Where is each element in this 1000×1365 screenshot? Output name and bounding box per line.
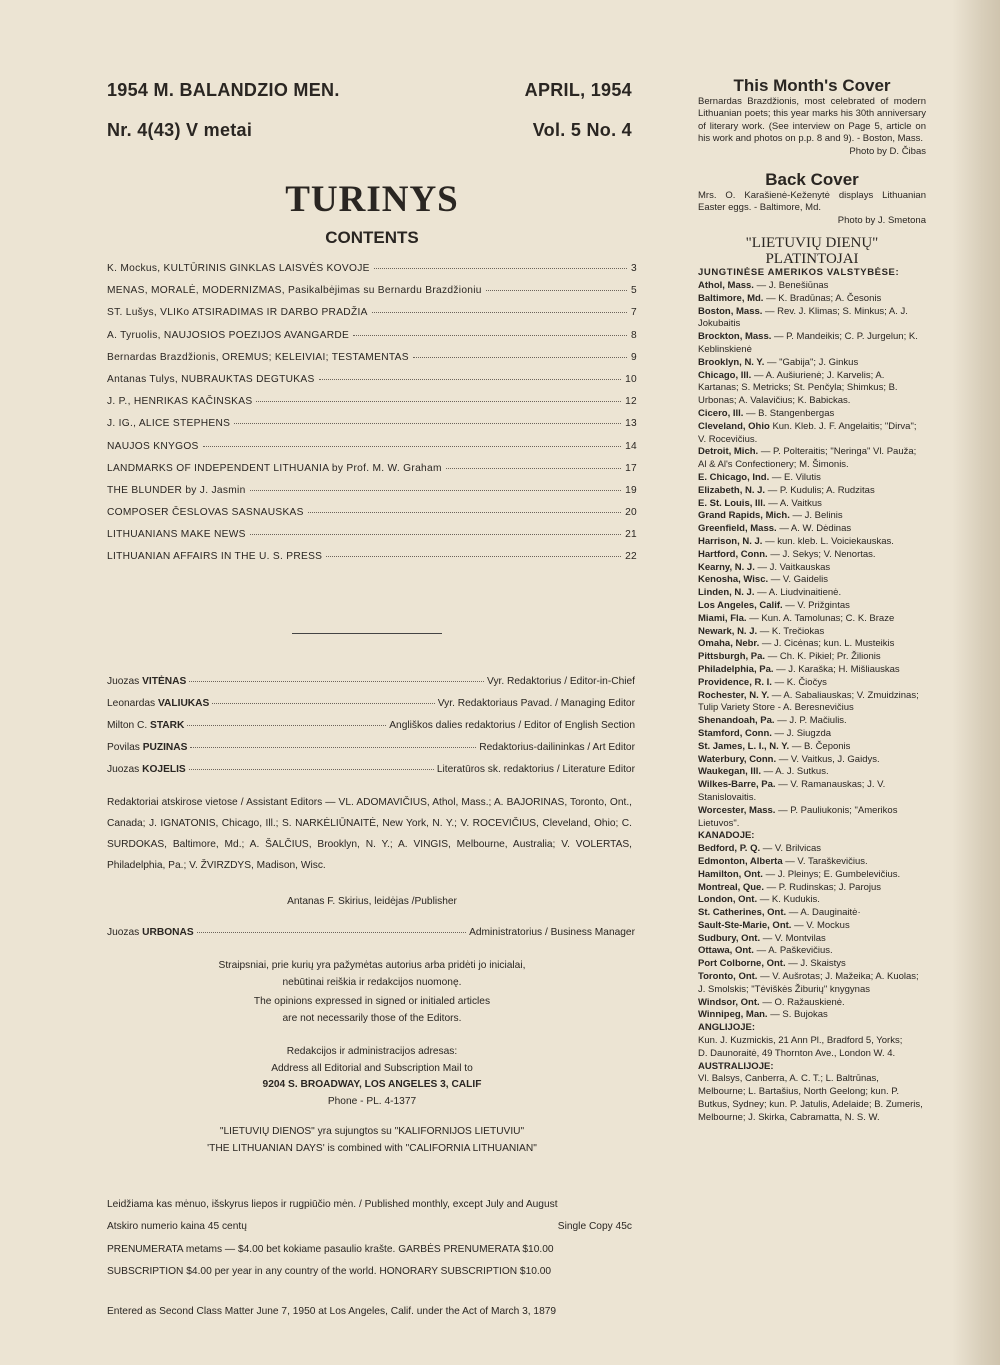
issue-number-en: Vol. 5 No. 4 bbox=[532, 120, 632, 140]
distributor-names: — V. Vaitkus, J. Gaidys. bbox=[778, 753, 880, 765]
subscription-en bbox=[107, 1266, 632, 1277]
distributor-entry bbox=[698, 677, 926, 690]
distributor-city: Winnipeg, Man. bbox=[698, 1009, 768, 1021]
distributor-entry bbox=[698, 587, 926, 600]
distributor-entry bbox=[698, 370, 926, 408]
address-line: Redakcijos ir administracijos adresas: bbox=[286, 1046, 458, 1057]
price-line bbox=[107, 1221, 632, 1232]
toc-page: 14 bbox=[625, 440, 637, 452]
distributor-names: — B. Stangenbergas bbox=[746, 408, 835, 420]
staff-role: Literatūros sk. redaktorius / Literature Editor bbox=[436, 764, 635, 775]
distributor-city: Elizabeth, N. J. bbox=[698, 484, 766, 496]
dot-leader bbox=[190, 747, 476, 748]
distributor-city: St. James, L. I., N. Y. bbox=[698, 740, 790, 752]
distributor-names: — J. Pleinys; E. Gumbelevičius. bbox=[765, 868, 901, 880]
distributor-entry bbox=[698, 523, 926, 536]
toc-title: ST. Lušys, VLIKo ATSIRADIMAS IR DARBO PRADŽIA bbox=[107, 307, 368, 319]
distributor-entry bbox=[698, 894, 926, 907]
distributor-entry bbox=[698, 549, 926, 562]
distributors-title bbox=[698, 235, 926, 267]
distributor-names: Kun. J. Kuzmickis, 21 Ann Pl., Bradford 5, Yorks; bbox=[698, 1035, 903, 1047]
dot-leader bbox=[446, 468, 621, 469]
distributor-entry bbox=[698, 600, 926, 613]
distributor-entry bbox=[698, 562, 926, 575]
dot-leader bbox=[187, 725, 386, 726]
toc-entry bbox=[107, 396, 637, 418]
staff-first: Juozas bbox=[107, 764, 140, 775]
dot-leader bbox=[250, 534, 621, 535]
address-line: Address all Editorial and Subscription Mail to bbox=[271, 1062, 473, 1074]
disclaimer-en-line: are not necessarily those of the Editors. bbox=[282, 1012, 462, 1024]
distributor-entry bbox=[698, 1073, 926, 1124]
distributor-entry bbox=[698, 907, 926, 920]
staff-row bbox=[107, 742, 635, 764]
distributor-city: Kenosha, Wisc. bbox=[698, 574, 769, 586]
combined-line-lt: "LIETUVIŲ DIENOS" yra sujungtos su "KALIFORNIJOS LIETUVIU" bbox=[219, 1126, 525, 1137]
issue-date-en: APRIL, 1954 bbox=[524, 80, 632, 100]
toc-entry bbox=[107, 263, 637, 285]
distributor-names: — V. Gaidelis bbox=[770, 574, 828, 586]
business-role: Administratorius / Business Manager bbox=[469, 927, 635, 938]
toc-entry bbox=[107, 507, 637, 529]
distributor-names: — J. Belinis bbox=[792, 510, 843, 522]
distributor-names: — K. Kudukis. bbox=[759, 894, 820, 906]
distributor-names: — K. Bradūnas; A. Česonis bbox=[766, 292, 882, 304]
distributor-city: Greenfield, Mass. bbox=[698, 523, 777, 535]
distributor-entry bbox=[698, 408, 926, 421]
table-of-contents bbox=[107, 263, 637, 574]
subscription-lt-text: PRENUMERATA metams — $4.00 bet kokiame pasaulio krašte. GARBĖS PRENUMERATA $10.00 bbox=[107, 1244, 554, 1255]
assistant-editors: Redaktoriai atskirose vietose / Assistant Editors — VL. ADOMAVIČIUS, Athol, Mass.; A. BAJORINAS, Toronto, Ont., Canada; J. IGNATONIS, Chicago, Ill.; S. NARKĖLIŪNAITĖ, New York, N. Y.; V. ROCEVIČIUS, Cleveland, Ohio; C. SURDOKAS, Baltimore, Md.; A. ŠALČIUS, Brooklyn, N. Y.; A. VINGIS, Melbourne, Australia; V. VOLERTAS, Philadelphia, Pa.; V. ŽVIRZDYS, Madison, Wisc. bbox=[107, 797, 632, 871]
distributor-city: Grand Rapids, Mich. bbox=[698, 510, 790, 522]
distributor-names: — B. Čeponis bbox=[791, 740, 851, 752]
distributor-city: Worcester, Mass. bbox=[698, 804, 776, 816]
toc-title: COMPOSER ČESLOVAS SASNAUSKAS bbox=[107, 507, 304, 519]
distributor-section-heading: KANADOJE: bbox=[698, 830, 755, 842]
toc-entry bbox=[107, 307, 637, 329]
distributor-entry bbox=[698, 869, 926, 882]
distributor-names: Kun. Kleb. J. F. Angelaitis; "Dirva"; V. Rocevičius. bbox=[698, 420, 917, 445]
disclaimer-en bbox=[107, 994, 637, 1027]
distributor-city: Omaha, Nebr. bbox=[698, 638, 760, 650]
distributor-names: — P. Mandeikis; C. P. Jurgelun; K. Keblinskienė bbox=[698, 331, 918, 356]
distributor-names: — A. Aušiurienė; J. Karvelis; A. Kartanas; S. Metricks; St. Penčyla; Shimkus; B. Urbonas; A. Valavičius; K. Babickas. bbox=[698, 369, 898, 407]
address-street: 9204 S. BROADWAY, LOS ANGELES 3, CALIF bbox=[262, 1079, 482, 1090]
distributor-names: — J. Siugzda bbox=[774, 727, 832, 739]
distributor-entry bbox=[698, 882, 926, 895]
distributor-city: Stamford, Conn. bbox=[698, 727, 772, 739]
distributor-city: Hamilton, Ont. bbox=[698, 868, 763, 880]
distributor-names: — E. Vilutis bbox=[771, 472, 821, 483]
distributor-entry bbox=[698, 446, 926, 472]
distributor-names: — J. Vaitkauskas bbox=[757, 561, 831, 573]
distributor-names: — K. Čiočys bbox=[774, 676, 827, 688]
distributor-city: Chicago, Ill. bbox=[698, 369, 752, 381]
distributor-entry bbox=[698, 690, 926, 716]
distributor-entry bbox=[698, 613, 926, 626]
toc-title: J. P., HENRIKAS KAČINSKAS bbox=[107, 396, 253, 408]
staff-first: Povilas bbox=[107, 742, 140, 753]
toc-entry bbox=[107, 285, 637, 307]
distributor-names: — J. Skaistys bbox=[788, 958, 846, 970]
distributor-entry bbox=[698, 1035, 926, 1048]
toc-page: 12 bbox=[625, 396, 637, 408]
toc-title: MENAS, MORALĖ, MODERNIZMAS, Pasikalbėjimas su Bernardu Brazdžioniu bbox=[107, 285, 482, 297]
combined-line-en: 'THE LITHUANIAN DAYS' is combined with "CALIFORNIA LITHUANIAN" bbox=[207, 1142, 537, 1154]
distributor-entry bbox=[698, 306, 926, 332]
distributor-names: — P. Pauliukonis; "Amerikos Lietuvos". bbox=[698, 804, 898, 829]
staff-last: STARK bbox=[150, 720, 185, 731]
distributor-city: Wilkes-Barre, Pa. bbox=[698, 779, 776, 791]
cover-description: Bernardas Brazdžionis, most celebrated of modern Lithuanian poets; this year marks his 30th anniversary of literary work. (See interview on Page 5, article on his work and photos on p.p. 8 and 9). - Boston, Mass. bbox=[698, 96, 926, 145]
dot-leader bbox=[374, 268, 627, 269]
disclaimer-lt bbox=[107, 958, 637, 991]
staff-last: VALIUKAS bbox=[158, 698, 210, 709]
staff-row bbox=[107, 676, 635, 698]
distributor-entry bbox=[698, 357, 926, 370]
distributor-city: Sault-Ste-Marie, Ont. bbox=[698, 919, 792, 931]
distributor-entry bbox=[698, 574, 926, 587]
dot-leader bbox=[189, 769, 434, 770]
published-text: Leidžiama kas mėnuo, išskyrus liepos ir rugpiūčio mėn. / Published monthly, except July and August bbox=[107, 1199, 558, 1210]
toc-entry bbox=[107, 551, 637, 573]
distributor-entry bbox=[698, 958, 926, 971]
distributor-entry bbox=[698, 498, 926, 511]
disclaimer-lt-line: Straipsniai, prie kurių yra pažymėtas autorius arba pridėti jo inicialai, bbox=[218, 960, 526, 971]
distributor-entry bbox=[698, 843, 926, 856]
distributor-city: Providence, R. I. bbox=[698, 676, 772, 688]
distributor-entry bbox=[698, 510, 926, 523]
distributor-entry bbox=[698, 472, 926, 485]
distributor-names: — A. J. Sutkus. bbox=[763, 766, 829, 778]
distributor-city: Boston, Mass. bbox=[698, 305, 763, 317]
dot-leader bbox=[212, 703, 434, 704]
distributor-entry bbox=[698, 779, 926, 805]
price-en: Single Copy 45c bbox=[557, 1221, 632, 1232]
staff-list bbox=[107, 676, 635, 786]
distributor-entry bbox=[698, 997, 926, 1010]
distributor-names: — Kun. A. Tamolunas; C. K. Braze bbox=[749, 612, 895, 624]
distributor-names: — Rev. J. Klimas; S. Minkus; A. J. Jokubaitis bbox=[698, 305, 908, 330]
entered-line bbox=[107, 1306, 632, 1317]
page-title: TURINYS bbox=[285, 179, 459, 220]
distributors-list bbox=[698, 267, 926, 1124]
distributor-names: — S. Bujokas bbox=[770, 1009, 828, 1021]
distributor-city: Bedford, P. Q. bbox=[698, 843, 761, 855]
distributors-title-line1: "LIETUVIŲ DIENŲ" bbox=[745, 235, 879, 252]
distributor-entry bbox=[698, 664, 926, 677]
cover-heading: This Month's Cover bbox=[733, 76, 891, 95]
dot-leader bbox=[250, 490, 622, 491]
distributor-city: Miami, Fla. bbox=[698, 612, 747, 624]
right-column bbox=[698, 76, 926, 1125]
publisher-line: Antanas F. Skirius, leidėjas /Publisher bbox=[287, 896, 457, 907]
toc-entry bbox=[107, 485, 637, 507]
distributor-entry bbox=[698, 293, 926, 306]
toc-entry bbox=[107, 374, 637, 396]
toc-title: K. Mockus, KULTŪRINIS GINKLAS LAISVĖS KOVOJE bbox=[107, 263, 370, 274]
disclaimer-lt-line: nebūtinai reiškia ir redakcijos nuomonę. bbox=[282, 976, 462, 988]
distributor-names: — V. Ramanauskas; J. V. Stanislovaitis. bbox=[698, 779, 886, 803]
back-cover-description: Mrs. O. Karašienė-Keženytė displays Lithuanian Easter eggs. - Baltimore, Md. bbox=[698, 190, 926, 214]
distributor-names: — K. Trečiokas bbox=[759, 625, 825, 637]
distributor-entry bbox=[698, 651, 926, 664]
business-first: Juozas bbox=[107, 927, 140, 938]
toc-page: 9 bbox=[631, 351, 637, 363]
staff-last: KOJELIS bbox=[142, 764, 186, 775]
distributor-city: E. Chicago, Ind. bbox=[698, 472, 770, 483]
staff-last: VITĖNAS bbox=[142, 676, 187, 687]
distributor-names: Vl. Balsys, Canberra, A. C. T.; L. Baltrūnas, Melbourne; L. Bartašius, North Geelong; kun. P. Butkus, Sydney; kun. P. Jatulis, Adelaide; B. Zumeris, Melbourne; J. Skirka, Cabramatta, N. S. W. bbox=[698, 1073, 923, 1123]
toc-page: 21 bbox=[625, 529, 637, 541]
distributor-entry bbox=[698, 856, 926, 869]
distributor-city: St. Catherines, Ont. bbox=[698, 907, 787, 919]
distributor-names: — "Gabija"; J. Ginkus bbox=[766, 356, 859, 368]
staff-row bbox=[107, 720, 635, 742]
toc-title: LITHUANIANS MAKE NEWS bbox=[107, 529, 246, 541]
distributor-city: Linden, N. J. bbox=[698, 587, 755, 599]
distributor-entry bbox=[698, 754, 926, 767]
address-block bbox=[107, 1044, 637, 1110]
distributor-names: — J. Benešiūnas bbox=[756, 280, 829, 292]
distributor-city: Los Angeles, Calif. bbox=[698, 599, 783, 611]
distributor-city: Athol, Mass. bbox=[698, 280, 754, 292]
toc-page: 13 bbox=[625, 418, 637, 430]
distributor-entry bbox=[698, 536, 926, 549]
toc-page: 3 bbox=[631, 263, 637, 274]
dot-leader bbox=[372, 312, 627, 313]
distributor-city: Windsor, Ont. bbox=[698, 996, 760, 1008]
distributor-city: Newark, N. J. bbox=[698, 625, 758, 637]
distributor-names: — J. Karaška; H. Mišliauskas bbox=[776, 663, 900, 675]
distributor-city: Hartford, Conn. bbox=[698, 548, 768, 560]
distributor-names: D. Daunoraitė, 49 Thornton Ave., London W. 4. bbox=[698, 1047, 896, 1059]
entered-text: Entered as Second Class Matter June 7, 1950 at Los Angeles, Calif. under the Act of March 3, 1879 bbox=[107, 1306, 557, 1317]
distributor-names: — V. Brilvicas bbox=[762, 843, 822, 855]
toc-entry bbox=[107, 352, 637, 374]
distributor-names: — A. Paškevičius. bbox=[756, 945, 833, 957]
distributor-names: — kun. kleb. L. Voiciekauskas. bbox=[765, 535, 894, 547]
distributor-names: — O. Ražauskienė. bbox=[762, 996, 845, 1008]
business-last: URBONAS bbox=[142, 927, 194, 938]
dot-leader bbox=[189, 681, 484, 682]
distributor-city: Kearny, N. J. bbox=[698, 561, 755, 573]
distributor-names: — J. Sekys; V. Nenortas. bbox=[770, 548, 876, 560]
address-phone: Phone - PL. 4-1377 bbox=[327, 1095, 417, 1107]
distributor-names: — A. W. Dėdinas bbox=[779, 523, 852, 535]
toc-page: 8 bbox=[631, 329, 637, 341]
distributor-city: Cleveland, Ohio bbox=[698, 420, 770, 432]
issue-date-lt: 1954 M. BALANDZIO MEN. bbox=[107, 80, 340, 100]
distributor-city: Baltimore, Md. bbox=[698, 292, 764, 304]
distributor-entry bbox=[698, 485, 926, 498]
distributor-entry bbox=[698, 331, 926, 357]
staff-row bbox=[107, 764, 635, 786]
toc-title: Antanas Tulys, NUBRAUKTAS DEGTUKAS bbox=[107, 373, 315, 385]
toc-page: 22 bbox=[625, 551, 637, 563]
price-lt: Atskiro numerio kaina 45 centų bbox=[107, 1221, 247, 1232]
dot-leader bbox=[326, 556, 621, 557]
dot-leader bbox=[413, 357, 627, 358]
distributor-city: Montreal, Que. bbox=[698, 881, 764, 893]
distributor-entry bbox=[698, 280, 926, 293]
page-fold-shadow bbox=[952, 0, 1000, 1365]
distributor-names: — P. Rudinskas; J. Parojus bbox=[766, 881, 882, 893]
distributor-names: — V. Aušrotas; J. Mažeika; A. Kuolas; J. Smolskis; "Tėviškės Žiburių" knygynas bbox=[698, 971, 919, 995]
distributor-section-heading: ANGLIJOJE: bbox=[698, 1022, 756, 1034]
staff-first: Milton C. bbox=[107, 720, 148, 731]
staff-last: PUZINAS bbox=[142, 742, 188, 753]
toc-title: LANDMARKS OF INDEPENDENT LITHUANIA by Prof. M. W. Graham bbox=[107, 462, 442, 474]
dot-leader bbox=[319, 379, 621, 380]
distributor-entry bbox=[698, 638, 926, 651]
distributor-names: — A. Sabaliauskas; V. Zmuidzinas; Tulip Variety Store - A. Beresnevičius bbox=[698, 689, 919, 714]
disclaimer-en-line: The opinions expressed in signed or initialed articles bbox=[253, 996, 491, 1007]
distributor-entry bbox=[698, 933, 926, 946]
issue-number-lt: Nr. 4(43) V metai bbox=[107, 120, 253, 140]
distributor-entry bbox=[698, 421, 926, 447]
published-line bbox=[107, 1199, 632, 1210]
dot-leader bbox=[197, 932, 466, 933]
distributor-names: — J. Cicėnas; kun. L. Musteikis bbox=[761, 638, 895, 650]
toc-page: 19 bbox=[625, 484, 637, 496]
distributor-names: — Ch. K. Pikiel; Pr. Žilionis bbox=[767, 651, 881, 663]
distributor-names: — V. Montvilas bbox=[762, 932, 826, 944]
dot-leader bbox=[234, 423, 621, 424]
toc-page: 17 bbox=[625, 462, 637, 474]
toc-page: 20 bbox=[625, 507, 637, 519]
distributor-city: London, Ont. bbox=[698, 894, 758, 906]
staff-role: Vyr. Redaktoriaus Pavad. / Managing Editor bbox=[437, 698, 635, 709]
toc-title: J. IG., ALICE STEPHENS bbox=[107, 418, 231, 430]
back-cover-text bbox=[698, 190, 926, 227]
distributor-city: Cicero, Ill. bbox=[698, 408, 744, 420]
toc-title: Bernardas Brazdžionis, OREMUS; KELEIVIAI; TESTAMENTAS bbox=[107, 351, 409, 363]
subscription-lt bbox=[107, 1244, 632, 1255]
distributor-names: — A. Dauginaitė· bbox=[788, 907, 861, 919]
toc-page: 5 bbox=[631, 285, 637, 297]
staff-first: Juozas bbox=[107, 676, 140, 687]
distributor-city: Pittsburgh, Pa. bbox=[698, 651, 766, 663]
toc-page: 10 bbox=[625, 373, 637, 385]
distributor-city: Philadelphia, Pa. bbox=[698, 663, 774, 675]
distributor-entry bbox=[698, 715, 926, 728]
toc-entry bbox=[107, 418, 637, 440]
distributor-names: — A. Vaitkus bbox=[768, 497, 822, 509]
toc-page: 7 bbox=[631, 307, 637, 319]
toc-entry bbox=[107, 463, 637, 485]
cover-credit: Photo by D. Čibas bbox=[849, 145, 926, 157]
dot-leader bbox=[486, 290, 627, 291]
distributor-city: Shenandoah, Pa. bbox=[698, 715, 775, 727]
distributor-entry bbox=[698, 805, 926, 831]
distributor-entry bbox=[698, 766, 926, 779]
subscription-en-text: SUBSCRIPTION $4.00 per year in any country of the world. HONORARY SUBSCRIPTION $10.00 bbox=[107, 1266, 552, 1277]
distributor-names: — V. Mockus bbox=[794, 919, 850, 931]
distributor-city: Detroit, Mich. bbox=[698, 446, 759, 458]
distributor-entry bbox=[698, 920, 926, 933]
staff-role: Vyr. Redaktorius / Editor-in-Chief bbox=[487, 676, 635, 687]
staff-role: Redaktorius-dailininkas / Art Editor bbox=[479, 742, 635, 753]
dot-leader bbox=[353, 335, 627, 336]
distributor-names: — P. Polteraitis; "Neringa" Vl. Pauža; Al & Al's Confectionery; M. Šimonis. bbox=[698, 446, 917, 471]
distributor-entry bbox=[698, 1009, 926, 1022]
distributor-names: — V. Prižgintas bbox=[785, 599, 850, 611]
distributor-entry bbox=[698, 1048, 926, 1061]
toc-entry bbox=[107, 330, 637, 352]
dot-leader bbox=[256, 401, 621, 402]
distributor-city: Waukegan, Ill. bbox=[698, 766, 761, 778]
distributor-section-heading: JUNGTINĖSE AMERIKOS VALSTYBĖSE: bbox=[698, 267, 900, 279]
divider bbox=[292, 633, 442, 634]
distributor-names: — J. P. Mačiulis. bbox=[777, 715, 847, 727]
distributor-city: Brooklyn, N. Y. bbox=[698, 356, 765, 368]
toc-title: A. Tyruolis, NAUJOSIOS POEZIJOS AVANGARDE bbox=[107, 329, 350, 341]
toc-entry bbox=[107, 441, 637, 463]
distributor-city: Rochester, N. Y. bbox=[698, 689, 770, 701]
distributor-names: — A. Liudvinaitienė. bbox=[757, 587, 842, 599]
toc-entry bbox=[107, 529, 637, 551]
distributor-city: Harrison, N. J. bbox=[698, 535, 763, 547]
distributor-city: Port Colborne, Ont. bbox=[698, 958, 786, 970]
distributors-title-line2: PLATINTOJAI bbox=[765, 251, 859, 268]
business-manager-row bbox=[107, 927, 635, 949]
distributor-entry bbox=[698, 741, 926, 754]
distributor-names: — P. Kudulis; A. Rudzitas bbox=[767, 484, 875, 496]
distributor-city: Toronto, Ont. bbox=[698, 971, 758, 983]
distributor-city: Ottawa, Ont. bbox=[698, 945, 754, 957]
staff-role: Angliškos dalies redaktorius / Editor of English Section bbox=[389, 720, 635, 731]
distributor-entry bbox=[698, 945, 926, 958]
dot-leader bbox=[308, 512, 621, 513]
page-subtitle: CONTENTS bbox=[325, 228, 419, 247]
distributor-city: Brockton, Mass. bbox=[698, 331, 772, 343]
back-cover-heading: Back Cover bbox=[765, 170, 859, 190]
dot-leader bbox=[203, 446, 621, 447]
staff-row bbox=[107, 698, 635, 720]
distributor-city: Waterbury, Conn. bbox=[698, 753, 777, 765]
distributor-section-heading: AUSTRALIJOJE: bbox=[698, 1060, 774, 1072]
distributor-entry bbox=[698, 728, 926, 741]
combined-notice bbox=[107, 1124, 637, 1157]
cover-text bbox=[698, 96, 926, 158]
distributor-names: — V. Taraškevičius. bbox=[785, 855, 868, 867]
distributor-entry bbox=[698, 626, 926, 639]
distributor-city: Sudbury, Ont. bbox=[698, 932, 761, 944]
toc-title: LITHUANIAN AFFAIRS IN THE U. S. PRESS bbox=[107, 551, 323, 563]
back-cover-credit: Photo by J. Smetona bbox=[837, 214, 926, 226]
staff-first: Leonardas bbox=[107, 698, 156, 709]
toc-title: THE BLUNDER by J. Jasmin bbox=[107, 484, 246, 496]
toc-title: NAUJOS KNYGOS bbox=[107, 440, 199, 452]
distributor-city: E. St. Louis, Ill. bbox=[698, 497, 766, 509]
distributor-entry bbox=[698, 971, 926, 997]
distributor-city: Edmonton, Alberta bbox=[698, 855, 783, 867]
